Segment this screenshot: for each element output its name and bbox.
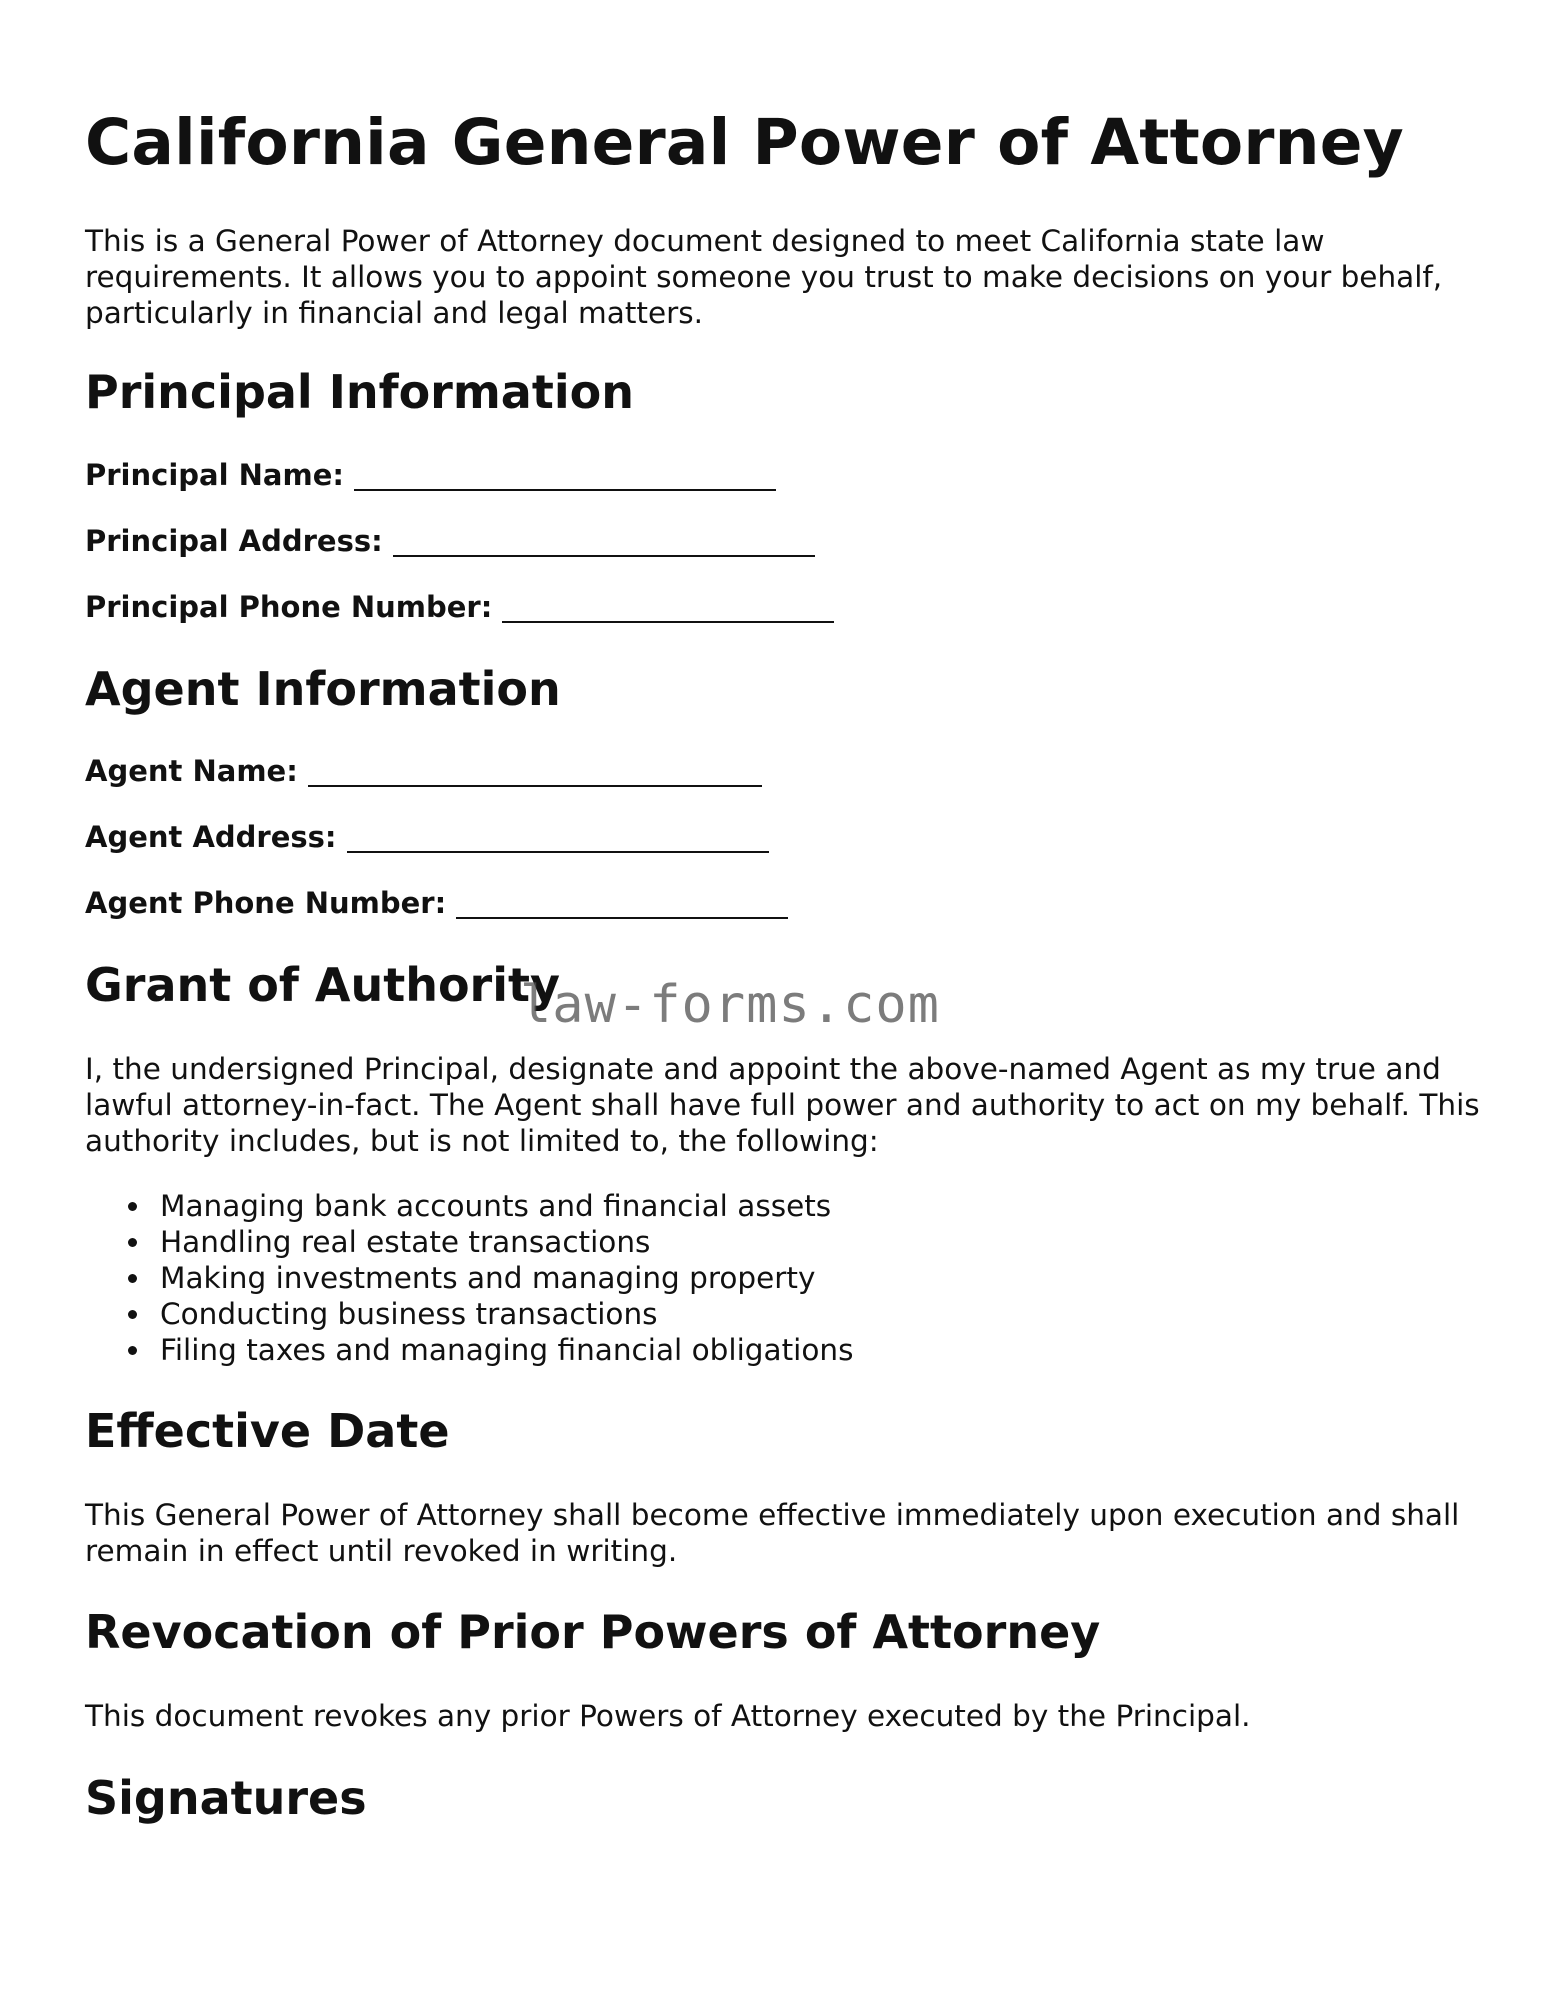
authority-paragraph: I, the undersigned Principal, designate and appoint the above-named Agent as my true and lawful attorney-in-fact. The Agent shall have full power and authority to act on my behalf. This authority includes, but is not limited to, the following: [85, 1052, 1480, 1158]
bullet-icon [128, 1238, 137, 1247]
agent-phone-field [85, 886, 788, 920]
principal-heading: Principal Information [85, 365, 634, 419]
list-item: Making investments and managing property [160, 1260, 853, 1296]
list-item: Handling real estate transactions [160, 1224, 853, 1260]
authority-list [85, 1188, 853, 1368]
effective-heading: Effective Date [85, 1404, 450, 1458]
principal-phone-blank[interactable] [502, 620, 834, 623]
principal-phone-field [85, 590, 834, 624]
signatures-heading: Signatures [85, 1771, 367, 1825]
agent-phone-label: Agent Phone Number: [85, 886, 447, 920]
agent-heading: Agent Information [85, 662, 561, 716]
list-item: Conducting business transactions [160, 1296, 853, 1332]
effective-paragraph: This General Power of Attorney shall become effective immediately upon execution and shall remain in effect until revoked in writing. [85, 1498, 1460, 1568]
watermark: law-forms.com [520, 975, 940, 1035]
agent-name-field [85, 754, 762, 788]
principal-address-field [85, 524, 815, 558]
document-title: California General Power of Attorney [85, 106, 1404, 179]
principal-name-label: Principal Name: [85, 458, 344, 492]
principal-name-blank[interactable] [354, 488, 776, 491]
agent-address-field [85, 820, 769, 854]
principal-name-field [85, 458, 776, 492]
bullet-icon [128, 1346, 137, 1355]
list-item: Filing taxes and managing financial obligations [160, 1332, 853, 1368]
agent-name-label: Agent Name: [85, 754, 298, 788]
authority-heading: Grant of Authority [85, 958, 560, 1012]
bullet-icon [128, 1202, 137, 1211]
principal-address-label: Principal Address: [85, 524, 383, 558]
agent-address-blank[interactable] [347, 850, 769, 853]
revocation-paragraph: This document revokes any prior Powers of Attorney executed by the Principal. [85, 1699, 1251, 1733]
agent-address-label: Agent Address: [85, 820, 337, 854]
revocation-heading: Revocation of Prior Powers of Attorney [85, 1605, 1101, 1659]
principal-phone-label: Principal Phone Number: [85, 590, 493, 624]
bullet-icon [128, 1274, 137, 1283]
agent-phone-blank[interactable] [456, 916, 788, 919]
list-item: Managing bank accounts and financial assets [160, 1188, 853, 1224]
intro-paragraph: This is a General Power of Attorney document designed to meet California state law requirements. It allows you to appoint someone you trust to make decisions on your behalf, particularly in financial and legal matters. [85, 224, 1443, 330]
principal-address-blank[interactable] [393, 554, 815, 557]
agent-name-blank[interactable] [308, 784, 762, 787]
bullet-icon [128, 1310, 137, 1319]
